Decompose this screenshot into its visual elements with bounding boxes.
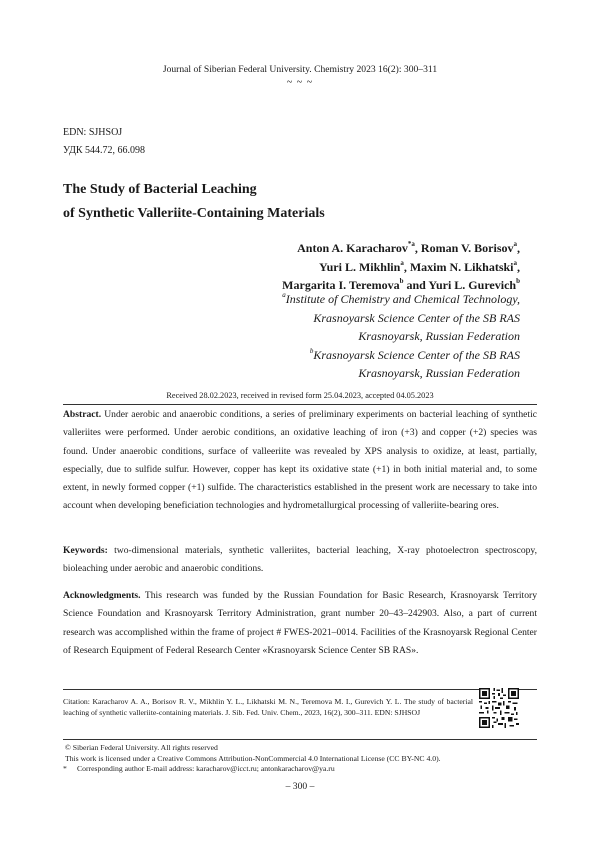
author-line-1 xyxy=(282,239,520,258)
author-affil-mark: b xyxy=(516,277,520,285)
affiliation-b-line-1 xyxy=(282,346,520,365)
affiliation-mark: b xyxy=(309,346,314,355)
corresponding-star: * xyxy=(63,764,67,774)
keywords-text: two-dimensional materials, synthetic valleriites, bacterial leaching, X-ray photoelectron spectroscopy, bioleaching under aerobic and anaerobic conditions. xyxy=(63,545,537,575)
footer-rule xyxy=(63,739,537,740)
affiliations xyxy=(282,290,520,383)
affiliation-a-line-1 xyxy=(282,290,520,309)
author-affil-mark: a xyxy=(400,258,404,267)
keywords-label: Keywords: xyxy=(63,545,108,556)
edn-code: EDN: SJHSOJ xyxy=(63,127,123,138)
acknowledgments-label: Acknowledgments. xyxy=(63,590,141,601)
affiliation-a-line-2: Krasnoyarsk Science Center of the SB RAS xyxy=(313,310,520,325)
author-separator: , xyxy=(403,259,410,274)
received-dates: Received 28.02.2023, received in revised form 25.04.2023, accepted 04.05.2023 xyxy=(166,391,434,400)
affiliation-text: Institute of Chemistry and Chemical Technology, xyxy=(285,292,520,306)
affiliation-b-line-2: Krasnoyarsk, Russian Federation xyxy=(358,366,520,380)
author-name: Anton A. Karacharov xyxy=(297,241,408,255)
author-name: Roman V. Borisov xyxy=(420,241,514,255)
author-list xyxy=(282,239,520,295)
udk-code: УДК 544.72, 66.098 xyxy=(63,145,146,156)
citation-top-rule xyxy=(63,689,537,690)
author-name: Margarita I. Teremova xyxy=(282,278,400,292)
author-line-2 xyxy=(282,258,520,277)
copyright: © Siberian Federal University. All rights reserved xyxy=(65,743,218,752)
author-name: Maxim N. Likhatski xyxy=(409,259,514,274)
author-separator: , xyxy=(517,241,520,255)
author-affil-mark: a xyxy=(513,240,517,248)
footer xyxy=(63,743,537,775)
acknowledgments xyxy=(63,587,537,660)
affiliation-a-line-3: Krasnoyarsk, Russian Federation xyxy=(358,329,520,343)
author-name: Yuri L. Mikhlin xyxy=(319,259,401,274)
title-line-1: The Study of Bacterial Leaching xyxy=(63,182,257,197)
citation: Citation: Karacharov A. A., Borisov R. V., Mikhlin Y. L., Likhatski M. N., Teremova M. I., Gurevich Y. L. The study of bacterial leaching of synthetic valleriite-containing materials. J. Sib. Fed. Univ. Chem., 2023, 16(2), 300–311. EDN: SJHSOJ xyxy=(63,697,473,717)
header-ornament: ~ ~ ~ xyxy=(286,77,314,88)
author-separator: , xyxy=(414,241,421,255)
page-number: – 300 – xyxy=(285,781,315,792)
author-affil-mark: b xyxy=(399,277,404,285)
keywords xyxy=(63,542,537,579)
journal-header: Journal of Siberian Federal University. Chemistry 2023 16(2): 300–311 xyxy=(162,64,438,75)
acknowledgments-text: This research was funded by the Russian Foundation for Basic Research, Krasnoyarsk Territory Science Foundation and Krasnoyarsk Territory Administration, grant number 20–43–242903. Also, a part of current research was accomplished within the frame of project # FWES-2021–0014. Facilities of the Krasnoyarsk Regional Center of Research Equipment of Federal Research Center «Krasnoyarsk Science Center SB RAS». xyxy=(63,590,537,656)
title-line-2: of Synthetic Valleriite-Containing Materials xyxy=(63,206,325,221)
abstract-label: Abstract. xyxy=(63,409,102,420)
affiliation-mark: a xyxy=(282,291,286,299)
abstract-text: Under aerobic and anaerobic conditions, a series of preliminary experiments on bacterial leaching of synthetic valleriites were performed. Under aerobic conditions, an oxidative leaching of iron (+3) and copper (+2) species was found. Under anaerobic conditions, surface of valleeriite was revealed by XPS analysis to oxidize, at least, partially, especially, due to sulfide sulfur. However, copper has kept its oxidative state (+1) in both initial material and, to some extent, in newly formed copper (+1) sulfide. The characteristics established in the present work are necessary to take into account when developing beneficiation technologies and hydrometallurgical processing of valleriite-bearing ores. xyxy=(63,409,537,512)
abstract-top-rule xyxy=(63,404,537,405)
corresponding-email: Corresponding author E-mail address: karacharov@icct.ru; antonkaracharov@ya.ru xyxy=(77,764,335,774)
paper-title xyxy=(63,178,325,226)
author-separator: , xyxy=(517,259,520,274)
license: This work is licensed under a Creative Commons Attribution-NonCommercial 4.0 International License (CC BY-NC 4.0). xyxy=(65,753,441,763)
author-affil-mark: a xyxy=(513,258,517,267)
author-affil-mark: *a xyxy=(407,240,415,248)
qr-code-icon xyxy=(479,688,519,728)
abstract xyxy=(63,406,537,516)
corresponding-author xyxy=(63,764,537,775)
affiliation-text: Krasnoyarsk Science Center of the SB RAS xyxy=(313,347,520,362)
author-name: Yuri L. Gurevich xyxy=(428,278,517,292)
author-separator: and xyxy=(403,278,429,292)
